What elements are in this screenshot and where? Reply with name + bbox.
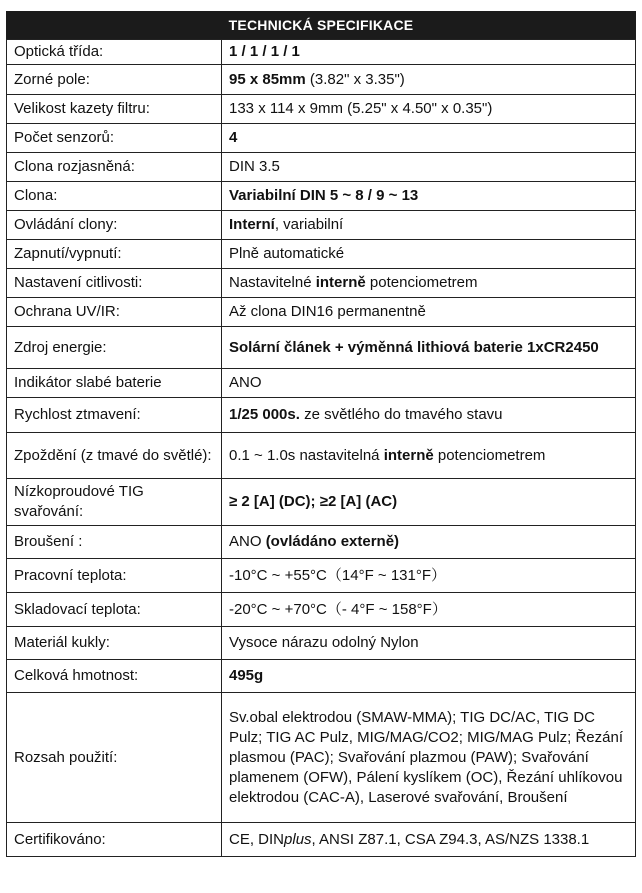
spec-value-part: ANO: [229, 533, 266, 550]
spec-value-part: Solární článek + výměnná lithiová baterie 1xCR2450: [229, 338, 599, 356]
spec-value-part: 1 / 1 / 1 / 1: [229, 43, 300, 60]
spec-value-part: DIN 3.5: [229, 158, 280, 175]
spec-value-part: CE, DIN: [229, 830, 285, 848]
spec-value: [222, 40, 636, 65]
spec-value: [222, 124, 636, 153]
spec-value-part: Variabilní DIN 5 ~ 8 / 9 ~ 13: [229, 187, 419, 204]
spec-label: Skladovací teplota:: [7, 593, 222, 627]
spec-label: Clona:: [7, 182, 222, 211]
spec-value: [222, 65, 636, 95]
spec-value: [222, 693, 636, 823]
spec-row: [7, 627, 636, 660]
spec-title: TECHNICKÁ SPECIFIKACE: [6, 11, 636, 39]
spec-value-part: 133 x 114 x 9mm (5.25" x 4.50" x 0.35"): [229, 100, 493, 117]
spec-label: Nastavení citlivosti:: [7, 269, 222, 298]
spec-label: Nízkoproudové TIG svařování:: [7, 479, 222, 526]
spec-label: Certifikováno:: [7, 823, 222, 857]
spec-row: [7, 479, 636, 526]
spec-value-part: 4: [229, 129, 238, 146]
spec-value: [222, 559, 636, 593]
spec-row: [7, 433, 636, 479]
spec-value: [222, 95, 636, 124]
spec-value-part: 495g: [229, 667, 264, 684]
spec-value-part: 0.1 ~ 1.0s nastavitelná: [229, 446, 384, 464]
spec-value-part: -20°C ~ +70°C（- 4°F ~ 158°F）: [229, 600, 447, 618]
spec-label: Počet senzorů:: [7, 124, 222, 153]
spec-value: [222, 182, 636, 211]
spec-row: [7, 693, 636, 823]
spec-row: [7, 240, 636, 269]
spec-value-part: (3.82" x 3.35"): [305, 70, 405, 88]
spec-row: [7, 823, 636, 857]
spec-value-part: potenciometrem: [433, 446, 546, 464]
spec-value-part: ze světlého do tmavého stavu: [299, 406, 503, 423]
spec-row: [7, 660, 636, 693]
spec-label: Zorné pole:: [7, 65, 222, 95]
spec-row: [7, 327, 636, 369]
spec-row: [7, 269, 636, 298]
spec-value: [222, 211, 636, 240]
spec-label: Celková hmotnost:: [7, 660, 222, 693]
spec-value-part: , variabilní: [274, 216, 344, 233]
spec-row: [7, 95, 636, 124]
spec-value: [222, 327, 636, 369]
spec-label: Materiál kukly:: [7, 627, 222, 660]
spec-value-part: Interní: [229, 216, 275, 233]
spec-value: [222, 433, 636, 479]
spec-value: [222, 269, 636, 298]
spec-value-part: -10°C ~ +55°C（14°F ~ 131°F）: [229, 566, 447, 584]
spec-value-part: Plně automatické: [229, 245, 345, 262]
spec-value-part: ≥ 2 [A] (DC); ≥2 [A] (AC): [229, 493, 398, 510]
spec-value-part: ANO: [229, 374, 262, 391]
spec-label: Pracovní teplota:: [7, 559, 222, 593]
spec-table: [6, 39, 636, 857]
spec-row: [7, 559, 636, 593]
spec-row: [7, 211, 636, 240]
spec-label: Ochrana UV/IR:: [7, 298, 222, 327]
spec-label: Indikátor slabé baterie: [7, 369, 222, 398]
spec-value: [222, 398, 636, 433]
spec-value: [222, 298, 636, 327]
spec-row: [7, 526, 636, 559]
spec-value-part: potenciometrem: [365, 274, 478, 291]
spec-value: [222, 823, 636, 857]
spec-label: Clona rozjasněná:: [7, 153, 222, 182]
spec-value: [222, 660, 636, 693]
spec-row: [7, 124, 636, 153]
spec-value: [222, 369, 636, 398]
spec-row: [7, 369, 636, 398]
spec-value-part: 95 x 85mm: [229, 70, 306, 88]
spec-value-part: , ANSI Z87.1, CSA Z94.3, AS/NZS 1338.1: [311, 830, 590, 848]
spec-value: [222, 593, 636, 627]
spec-label: Optická třída:: [7, 40, 222, 65]
spec-row: [7, 593, 636, 627]
spec-value: [222, 526, 636, 559]
spec-value: [222, 627, 636, 660]
spec-label: Broušení :: [7, 526, 222, 559]
spec-label: Zapnutí/vypnutí:: [7, 240, 222, 269]
spec-row: [7, 65, 636, 95]
spec-row: [7, 182, 636, 211]
spec-value-part: 1/25 000s.: [229, 406, 300, 423]
spec-row: [7, 40, 636, 65]
spec-row: [7, 153, 636, 182]
spec-label: Zpoždění (z tmavé do světlé):: [7, 433, 222, 479]
spec-label: Velikost kazety filtru:: [7, 95, 222, 124]
spec-row: [7, 298, 636, 327]
spec-label: Rychlost ztmavení:: [7, 398, 222, 433]
spec-value-part: plus: [284, 830, 312, 848]
spec-value-part: (ovládáno externě): [265, 533, 400, 550]
spec-value: [222, 153, 636, 182]
spec-table-container: [6, 11, 636, 857]
spec-label: Rozsah použití:: [7, 693, 222, 823]
spec-row: [7, 398, 636, 433]
spec-value-part: interně: [383, 446, 434, 464]
spec-value: [222, 240, 636, 269]
spec-label: Zdroj energie:: [7, 327, 222, 369]
spec-value-part: Až clona DIN16 permanentně: [229, 303, 426, 320]
spec-value-part: Vysoce nárazu odolný Nylon: [229, 634, 419, 651]
spec-label: Ovládání clony:: [7, 211, 222, 240]
spec-value: [222, 479, 636, 526]
spec-value-part: interně: [315, 274, 366, 291]
spec-value-part: Sv.obal elektrodou (SMAW-MMA); TIG DC/AC, TIG DC Pulz; TIG AC Pulz, MIG/MAG/CO2; MIG/MAG Pulz; Řezání plasmou (PAC); Svařování plazmou (PAW); Svařování plamenem (OFW), Pálení kyslíkem (OC), Řezání uhlíkovou elektrodou (CAC-A), Laserové svařování, Broušení: [229, 708, 623, 806]
spec-value-part: Nastavitelné: [229, 274, 316, 291]
